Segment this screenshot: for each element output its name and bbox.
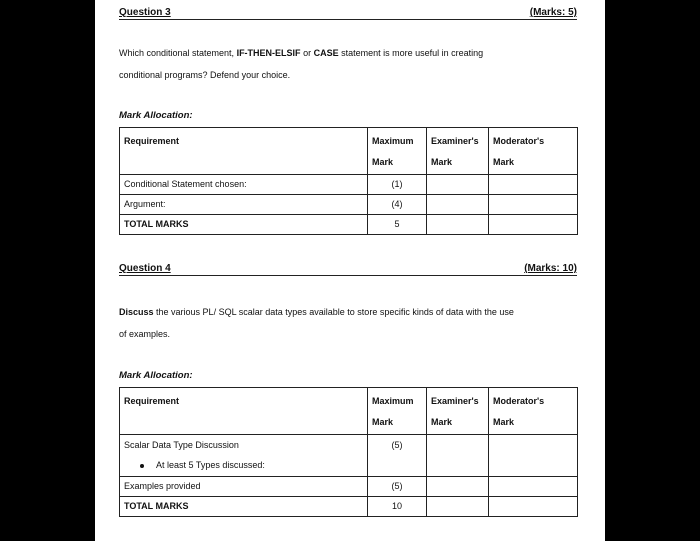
table-row bbox=[120, 175, 578, 195]
question-3-mark-table bbox=[119, 127, 578, 235]
question-3-marks: (Marks: 5) bbox=[529, 7, 577, 18]
moderator-mark-cell[interactable] bbox=[489, 435, 578, 477]
requirement-cell: Examples provided bbox=[120, 477, 368, 497]
table-row bbox=[120, 195, 578, 215]
requirement-cell bbox=[120, 435, 368, 477]
header-examiners-mark: Examiner's Mark bbox=[427, 128, 489, 175]
header-moderators-mark: Moderator's Mark bbox=[489, 388, 578, 435]
table-row bbox=[120, 477, 578, 497]
question-3-line-1: Which conditional statement, IF-THEN-ELSIF or CASE statement is more useful in creating bbox=[119, 48, 484, 58]
moderator-mark-cell[interactable] bbox=[489, 175, 578, 195]
moderator-mark-cell[interactable] bbox=[489, 477, 578, 497]
question-3-text bbox=[119, 42, 579, 86]
question-4-mark-allocation-label: Mark Allocation: bbox=[119, 370, 193, 381]
bullet-text: At least 5 Types discussed: bbox=[156, 460, 265, 470]
question-3-title: Question 3 bbox=[119, 7, 171, 18]
document-page bbox=[95, 0, 605, 541]
question-4-title: Question 4 bbox=[119, 263, 171, 274]
table-row-total bbox=[120, 215, 578, 235]
table-row bbox=[120, 435, 578, 477]
table-row-total bbox=[120, 497, 578, 517]
examiner-mark-cell[interactable] bbox=[427, 215, 489, 235]
requirement-cell: TOTAL MARKS bbox=[120, 215, 368, 235]
max-mark-cell: 10 bbox=[368, 497, 427, 517]
examiner-mark-cell[interactable] bbox=[427, 435, 489, 477]
requirement-text: Scalar Data Type Discussion bbox=[124, 440, 239, 450]
moderator-mark-cell[interactable] bbox=[489, 195, 578, 215]
header-maximum-mark: Maximum Mark bbox=[368, 128, 427, 175]
header-examiners-mark: Examiner's Mark bbox=[427, 388, 489, 435]
question-4-marks: (Marks: 10) bbox=[524, 263, 577, 274]
header-requirement: Requirement bbox=[120, 128, 368, 175]
question-4-text bbox=[119, 301, 579, 345]
question-3-line-2: conditional programs? Defend your choice. bbox=[119, 70, 291, 80]
table-header-row bbox=[120, 128, 578, 175]
examiner-mark-cell[interactable] bbox=[427, 477, 489, 497]
question-4-line-1: Discuss the various PL/ SQL scalar data types available to store specific kinds of data with the use bbox=[119, 307, 514, 317]
question-4-line-2: of examples. bbox=[119, 329, 171, 339]
bullet-item bbox=[124, 455, 363, 475]
max-mark-cell: 5 bbox=[368, 215, 427, 235]
moderator-mark-cell[interactable] bbox=[489, 215, 578, 235]
max-mark-cell: (4) bbox=[368, 195, 427, 215]
examiner-mark-cell[interactable] bbox=[427, 497, 489, 517]
table-header-row bbox=[120, 388, 578, 435]
moderator-mark-cell[interactable] bbox=[489, 497, 578, 517]
question-4-header bbox=[119, 259, 577, 276]
requirement-cell: Argument: bbox=[120, 195, 368, 215]
header-requirement: Requirement bbox=[120, 388, 368, 435]
examiner-mark-cell[interactable] bbox=[427, 195, 489, 215]
question-3-header bbox=[119, 3, 577, 20]
requirement-cell: TOTAL MARKS bbox=[120, 497, 368, 517]
max-mark-cell: (5) bbox=[368, 435, 427, 477]
header-maximum-mark: Maximum Mark bbox=[368, 388, 427, 435]
max-mark-cell: (5) bbox=[368, 477, 427, 497]
question-4-mark-table bbox=[119, 387, 578, 517]
max-mark-cell: (1) bbox=[368, 175, 427, 195]
bullet-icon bbox=[140, 464, 144, 468]
header-moderators-mark: Moderator's Mark bbox=[489, 128, 578, 175]
examiner-mark-cell[interactable] bbox=[427, 175, 489, 195]
requirement-cell: Conditional Statement chosen: bbox=[120, 175, 368, 195]
question-3-mark-allocation-label: Mark Allocation: bbox=[119, 110, 193, 121]
